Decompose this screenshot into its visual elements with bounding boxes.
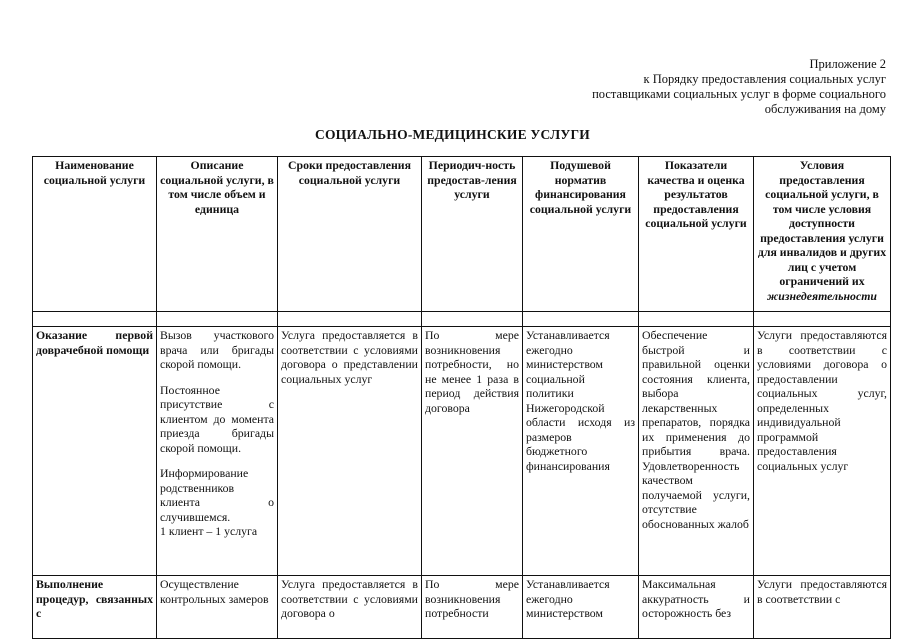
appendix-line: к Порядку предоставления социальных услуг <box>643 72 886 86</box>
header-cell-description: Описание социальной услуги, в том числе объем и единица <box>157 157 278 312</box>
service-conditions-cell: Услуги предоставляются в соответствии с <box>754 576 891 639</box>
service-norm-cell: Устанавливается ежегодно министерством <box>523 576 639 639</box>
spacer-row <box>33 312 891 327</box>
description-paragraph: Постоянное присутствие с клиентом до момента приезда бригады скорой помощи. <box>160 382 274 455</box>
table-row <box>33 576 891 639</box>
header-cell-quality: Показатели качества и оценка результатов предоставления социальной услуги <box>639 157 754 312</box>
appendix-line: Приложение 2 <box>809 57 886 71</box>
service-terms-cell: Услуга предоставляется в соответствии с условиями договора о представлении социальных услуг <box>278 327 422 576</box>
service-description-cell: Осуществление контрольных замеров <box>157 576 278 639</box>
service-quality-cell: Обеспечение быстрой и правильной оценки состояния клиента, выбора лекарственных препаратов, порядка их применения до прибытия врача. Удовлетворенность качеством получаемой услуги, отсутствие обоснованных жалоб <box>639 327 754 576</box>
description-paragraph: Вызов участкового врача или бригады скорой помощи. <box>160 328 274 371</box>
service-terms-cell: Услуга предоставляется в соответствии с условиями договора о <box>278 576 422 639</box>
appendix-line: обслуживания на дому <box>764 102 886 116</box>
header-cell-terms: Сроки предоставления социальной услуги <box>278 157 422 312</box>
header-cell-conditions <box>754 157 891 312</box>
service-periodicity-cell: По мере возникновения потребности, но не менее 1 раза в период действия договора <box>422 327 523 576</box>
service-periodicity-cell: По мере возникновения потребности <box>422 576 523 639</box>
description-unit: 1 клиент – 1 услуга <box>160 524 258 538</box>
page-title: СОЦИАЛЬНО-МЕДИЦИНСКИЕ УСЛУГИ <box>315 127 590 142</box>
service-norm-cell: Устанавливается ежегодно министерством социальной политики Нижегородской области исходя из размеров бюджетного финансирования <box>523 327 639 576</box>
service-name-cell: Выполнение процедур, связанных с <box>33 576 157 639</box>
header-conditions-text: Условия предоставления социальной услуги, в том числе условия доступности предоставления услуги для инвалидов и других лиц с учетом ограничений их <box>757 158 887 288</box>
service-quality-cell: Максимальная аккуратность и осторожность без <box>639 576 754 639</box>
header-conditions-tail: жизнедеятельности <box>767 288 877 303</box>
header-cell-norm: Подушевой норматив финансирования социальной услуги <box>523 157 639 312</box>
service-description-cell <box>157 327 278 576</box>
header-cell-periodicity: Периодич-ность предостав-ления услуги <box>422 157 523 312</box>
header-cell-name: Наименование социальной услуги <box>33 157 157 312</box>
appendix-header <box>526 57 886 117</box>
table-header-row <box>33 157 891 312</box>
table-row <box>33 327 891 576</box>
description-paragraph: Информирование родственников клиента о случившемся. <box>160 466 274 524</box>
services-table <box>32 156 891 639</box>
appendix-line: поставщиками социальных услуг в форме социального <box>592 87 886 101</box>
service-name-cell: Оказание первой доврачебной помощи <box>33 327 157 576</box>
service-conditions-cell: Услуги предоставляются в соответствии с условиями договора о предоставлении социальных услуг, определенных индивидуальной программой предоставления социальных услуг <box>754 327 891 576</box>
